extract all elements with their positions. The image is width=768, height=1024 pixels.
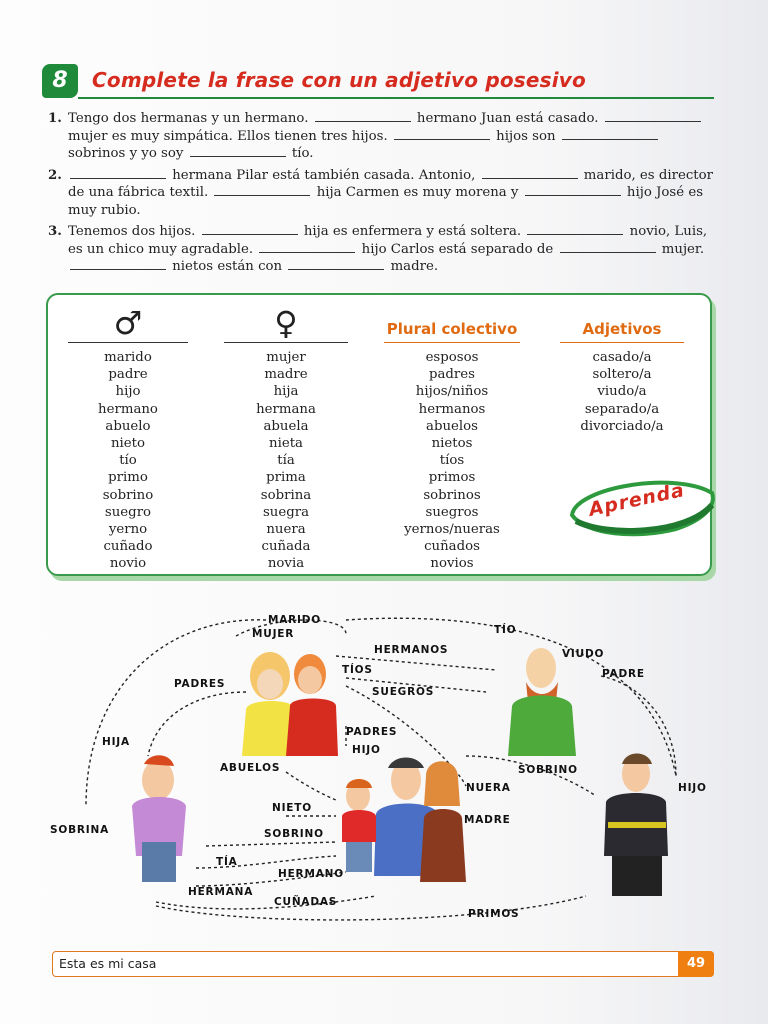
vocab-word: hijos/niños — [415, 384, 489, 400]
answer-blank[interactable] — [202, 223, 298, 235]
exercise-item-1 — [48, 110, 714, 163]
item-text: hijo José es muy rubio. — [68, 185, 704, 218]
vocab-word: esposos — [425, 350, 479, 365]
vocab-word: padres — [428, 367, 475, 383]
vocab-word: primo — [108, 470, 148, 486]
female-symbol-icon: ♀ — [274, 304, 298, 342]
label-hijo-mid: HIJO — [352, 744, 381, 756]
vocab-word: hija — [273, 384, 299, 400]
exercise-items — [48, 110, 714, 280]
vocab-word: yernos/nueras — [404, 522, 500, 538]
vocab-word: hijo — [115, 384, 141, 400]
label-sobrina: SOBRINA — [50, 824, 109, 836]
answer-blank[interactable] — [394, 128, 490, 140]
vocab-word: cuñado — [103, 539, 153, 555]
answer-blank[interactable] — [259, 241, 355, 253]
vocab-word: hermano — [98, 401, 158, 417]
answer-blank[interactable] — [527, 223, 623, 235]
aunt-figure — [132, 755, 186, 882]
parents-child-figure — [342, 758, 466, 883]
answer-blank[interactable] — [560, 241, 656, 253]
label-tio: TÍO — [494, 624, 517, 636]
exercise-header — [42, 64, 714, 100]
vocab-word: abuelo — [105, 418, 151, 434]
answer-blank[interactable] — [525, 184, 621, 196]
family-illustration — [46, 606, 730, 936]
vocab-word: novios — [430, 556, 474, 572]
column-header — [68, 305, 188, 343]
vocab-word: suegros — [425, 504, 479, 520]
connector-padres-top — [148, 692, 246, 756]
item-text: hijo Carlos está separado de — [361, 241, 554, 257]
item-number: 2. — [48, 167, 62, 183]
item-text: tío. — [291, 146, 314, 161]
answer-blank[interactable] — [288, 258, 384, 270]
item-text: hijos son — [496, 128, 556, 144]
vocab-word: sobrino — [102, 487, 154, 503]
vocab-word: sobrina — [260, 487, 312, 503]
label-abuelos: ABUELOS — [220, 762, 281, 774]
label-hermano: HERMANO — [278, 868, 344, 880]
label-hijo-right: HIJO — [678, 782, 707, 794]
adjectives-heading: Adjetivos — [560, 305, 684, 343]
nephew-figure — [604, 754, 668, 897]
item-text: novio, Luis, es un chico muy agradable. — [68, 224, 708, 257]
label-mujer: MUJER — [252, 628, 295, 640]
item-text: hija Carmen es muy morena y — [316, 185, 519, 200]
vocab-word: yerno — [108, 522, 148, 538]
vocab-word: padre — [108, 367, 148, 383]
label-madre: MADRE — [464, 814, 511, 826]
vocab-word: soltero/a — [592, 367, 652, 383]
label-suegros: SUEGROS — [372, 686, 435, 698]
column-header — [224, 305, 348, 343]
label-sobrino-left: SOBRINO — [264, 828, 324, 840]
label-tios: TÍOS — [342, 664, 373, 676]
vocab-column-adjectives — [560, 305, 684, 435]
word-list — [224, 349, 348, 573]
answer-blank[interactable] — [70, 258, 166, 270]
exercise-number-badge: 8 — [42, 64, 78, 98]
vocab-word: abuelos — [426, 418, 478, 434]
vocab-word: prima — [266, 470, 306, 486]
vocab-column-female — [224, 305, 348, 573]
label-padre: PADRE — [602, 668, 645, 680]
vocab-word: hermana — [256, 401, 316, 417]
vocab-word: abuela — [263, 418, 309, 434]
answer-blank[interactable] — [70, 167, 166, 179]
answer-blank[interactable] — [562, 128, 658, 140]
aprenda-label: Aprenda — [586, 479, 687, 521]
word-list — [384, 349, 520, 573]
vocab-word: divorciado/a — [580, 418, 664, 434]
connector-sobrino-left — [206, 842, 336, 846]
label-hija: HIJA — [102, 736, 130, 748]
vocabulary-box — [46, 293, 712, 576]
vocab-column-male — [68, 305, 188, 573]
item-text: mujer es muy simpática. Ellos tienen tres hijos. — [68, 128, 388, 144]
item-number: 1. — [48, 111, 62, 126]
answer-blank[interactable] — [482, 167, 578, 179]
vocab-word: nietos — [431, 436, 473, 452]
vocab-word: nieta — [269, 436, 303, 452]
label-hermana: HERMANA — [188, 886, 254, 898]
label-cunadas: CUÑADAS — [274, 896, 338, 908]
connector-abuelos — [286, 772, 336, 800]
item-text: nietos están con — [172, 259, 283, 274]
item-text: hermana Pilar está también casada. Antonio, — [172, 167, 476, 183]
vocab-word: suegro — [104, 504, 152, 520]
page-footer — [52, 951, 714, 977]
vocab-word: nieto — [110, 436, 146, 452]
grandparents-figure — [242, 652, 338, 756]
item-text: Tenemos dos hijos. — [68, 224, 196, 239]
vocab-word: viudo/a — [597, 384, 647, 400]
connector-primos — [156, 896, 586, 920]
label-nieto: NIETO — [272, 802, 312, 814]
exercise-title: Complete la frase con un adjetivo posesivo — [92, 68, 586, 92]
label-nuera: NUERA — [466, 782, 511, 794]
vocab-word: sobrinos — [423, 487, 481, 503]
label-sobrino-right: SOBRINO — [518, 764, 578, 776]
answer-blank[interactable] — [315, 110, 411, 122]
label-marido: MARIDO — [268, 614, 322, 626]
answer-blank[interactable] — [605, 110, 701, 122]
vocab-word: nuera — [266, 522, 306, 538]
vocab-word: novio — [109, 556, 147, 572]
vocab-column-plural — [384, 305, 520, 573]
vocab-word: hermanos — [418, 401, 486, 417]
vocab-word: madre — [264, 367, 308, 383]
vocab-word: cuñada — [261, 539, 311, 555]
footer-title: Esta es mi casa — [59, 956, 157, 971]
item-text: mujer. — [661, 241, 705, 257]
item-text: sobrinos y yo soy — [68, 146, 184, 161]
label-viudo: VIUDO — [562, 648, 605, 660]
header-divider — [78, 97, 714, 99]
item-text: hermano Juan está casado. — [416, 111, 599, 126]
vocab-word: marido — [104, 350, 152, 365]
vocab-word: casado/a — [592, 350, 652, 365]
plural-heading: Plural colectivo — [384, 305, 520, 343]
word-list — [560, 349, 684, 435]
label-padres-mid: PADRES — [346, 726, 398, 738]
exercise-item-2 — [48, 167, 714, 220]
label-primos: PRIMOS — [468, 908, 520, 920]
item-text: hija es enfermera y está soltera. — [303, 224, 522, 239]
vocab-word: cuñados — [424, 539, 480, 555]
item-text: marido, es director de una fábrica textil. — [68, 167, 713, 200]
answer-blank[interactable] — [190, 145, 286, 157]
vocab-word: mujer — [266, 350, 306, 365]
item-number: 3. — [48, 224, 62, 239]
exercise-item-3 — [48, 223, 714, 276]
vocab-word: tío — [119, 453, 137, 469]
item-text: madre. — [390, 259, 439, 274]
vocab-word: suegra — [262, 504, 310, 520]
item-text: Tengo dos hermanas y un hermano. — [68, 111, 309, 126]
vocab-word: tía — [277, 453, 295, 469]
word-list — [68, 349, 188, 573]
label-hermanos: HERMANOS — [374, 644, 449, 656]
male-symbol-icon: ♂ — [113, 304, 143, 342]
vocab-word: novia — [267, 556, 305, 572]
uncle-figure — [508, 648, 576, 756]
label-tia: TÍA — [216, 856, 238, 868]
vocab-word: separado/a — [584, 401, 660, 417]
label-padres-top: PADRES — [174, 678, 226, 690]
aprenda-badge — [566, 475, 718, 537]
vocab-word: primos — [428, 470, 476, 486]
vocab-word: tíos — [439, 453, 465, 469]
page-number: 49 — [678, 951, 714, 977]
answer-blank[interactable] — [214, 184, 310, 196]
